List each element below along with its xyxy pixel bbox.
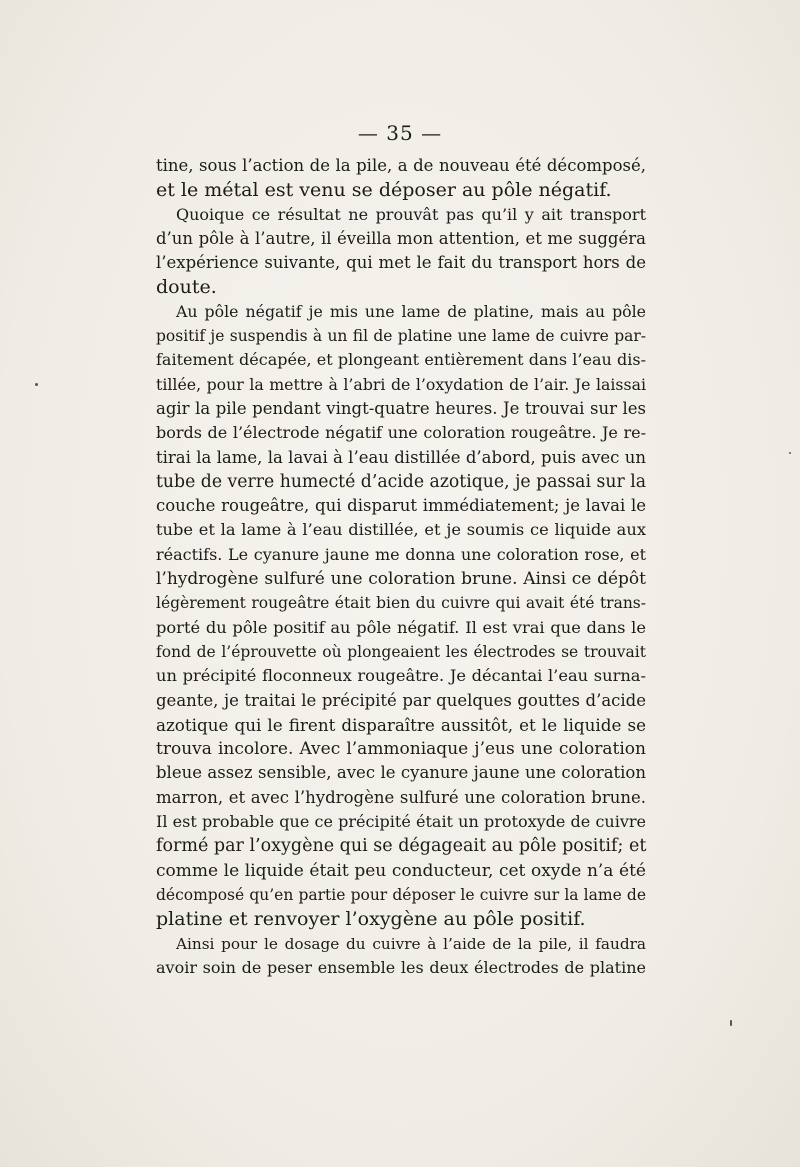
paragraph — [156, 932, 646, 981]
text-line: tube de verre humecté d’acide azotique, je passai sur la — [156, 471, 646, 492]
text-line: tirai la lame, la lavai à l’eau distillée d’abord, puis avec un — [156, 447, 646, 467]
text-line: Il est probable que ce précipité était un protoxyde de cuivre — [156, 812, 646, 832]
text-line: légèrement rougeâtre était bien du cuivre qui avait été trans- — [156, 594, 646, 613]
text-line: marron, et avec l’hydrogène sulfuré une coloration brune. — [156, 787, 646, 807]
paper-speck — [730, 1020, 732, 1026]
paper-speck — [789, 452, 791, 454]
text-line: fond de l’éprouvette où plongeaient les électrodes se trouvait — [156, 642, 646, 661]
text-line: un précipité floconneux rougeâtre. Je décantai l’eau surna- — [156, 666, 646, 686]
text-line: Ainsi pour le dosage du cuivre à l’aide de la pile, il faudra — [176, 934, 646, 953]
text-line: tine, sous l’action de la pile, a de nouveau été décomposé, — [156, 156, 646, 175]
text-line: formé par l’oxygène qui se dégageait au pôle positif; et — [156, 836, 647, 857]
text-line: platine et renvoyer l’oxygène au pôle positif. — [156, 908, 586, 931]
text-line: l’hydrogène sulfuré une coloration brune. Ainsi ce dépôt — [156, 569, 646, 590]
text-line: d’un pôle à l’autre, il éveilla mon attention, et me suggéra — [156, 228, 646, 248]
text-line: azotique qui le firent disparaître aussitôt, et le liquide se — [156, 714, 646, 735]
text-line: l’expérience suivante, qui met le fait du transport hors de — [156, 253, 646, 273]
text-line: Au pôle négatif je mis une lame de platine, mais au pôle — [176, 301, 646, 321]
text-line: couche rougeâtre, qui disparut immédiatement; je lavai le — [156, 496, 646, 516]
text-line: trouva incolore. Avec l’ammoniaque j’eus une coloration — [156, 739, 646, 760]
page-number: — 35 — — [357, 121, 443, 145]
text-line: porté du pôle positif au pôle négatif. Il est vrai que dans le — [156, 617, 646, 637]
text-line: Quoique ce résultat ne prouvât pas qu’il y ait transport — [176, 204, 646, 224]
text-line: tube et la lame à l’eau distillée, et je soumis ce liquide aux — [156, 520, 646, 540]
text-line: doute. — [156, 276, 217, 299]
text-line: geante, je traitai le précipité par quelques gouttes d’acide — [156, 690, 646, 710]
text-line: et le métal est venu se déposer au pôle négatif. — [156, 179, 612, 202]
text-line: bords de l’électrode négatif une coloration rougeâtre. Je re- — [156, 423, 646, 443]
text-line: décomposé qu’en partie pour déposer le cuivre sur la lame de — [156, 885, 646, 904]
text-line: bleue assez sensible, avec le cyanure jaune une coloration — [156, 763, 646, 783]
text-line: tillée, pour la mettre à l’abri de l’oxydation de l’air. Je laissai — [156, 374, 646, 394]
body-text — [156, 154, 646, 980]
paragraph — [156, 300, 646, 932]
text-line: avoir soin de peser ensemble les deux électrodes de platine — [156, 957, 646, 977]
text-line: agir la pile pendant vingt-quatre heures. Je trouvai sur les — [156, 398, 646, 418]
text-line: comme le liquide était peu conducteur, cet oxyde n’a été — [156, 860, 646, 881]
text-line: positif je suspendis à un fil de platine une lame de cuivre par- — [156, 327, 646, 346]
paragraph — [156, 154, 646, 203]
paragraph — [156, 203, 646, 300]
paper-speck — [35, 383, 38, 386]
text-line: réactifs. Le cyanure jaune me donna une coloration rose, et — [156, 544, 646, 564]
text-line: faitement décapée, et plongeant entièrement dans l’eau dis- — [156, 350, 646, 370]
